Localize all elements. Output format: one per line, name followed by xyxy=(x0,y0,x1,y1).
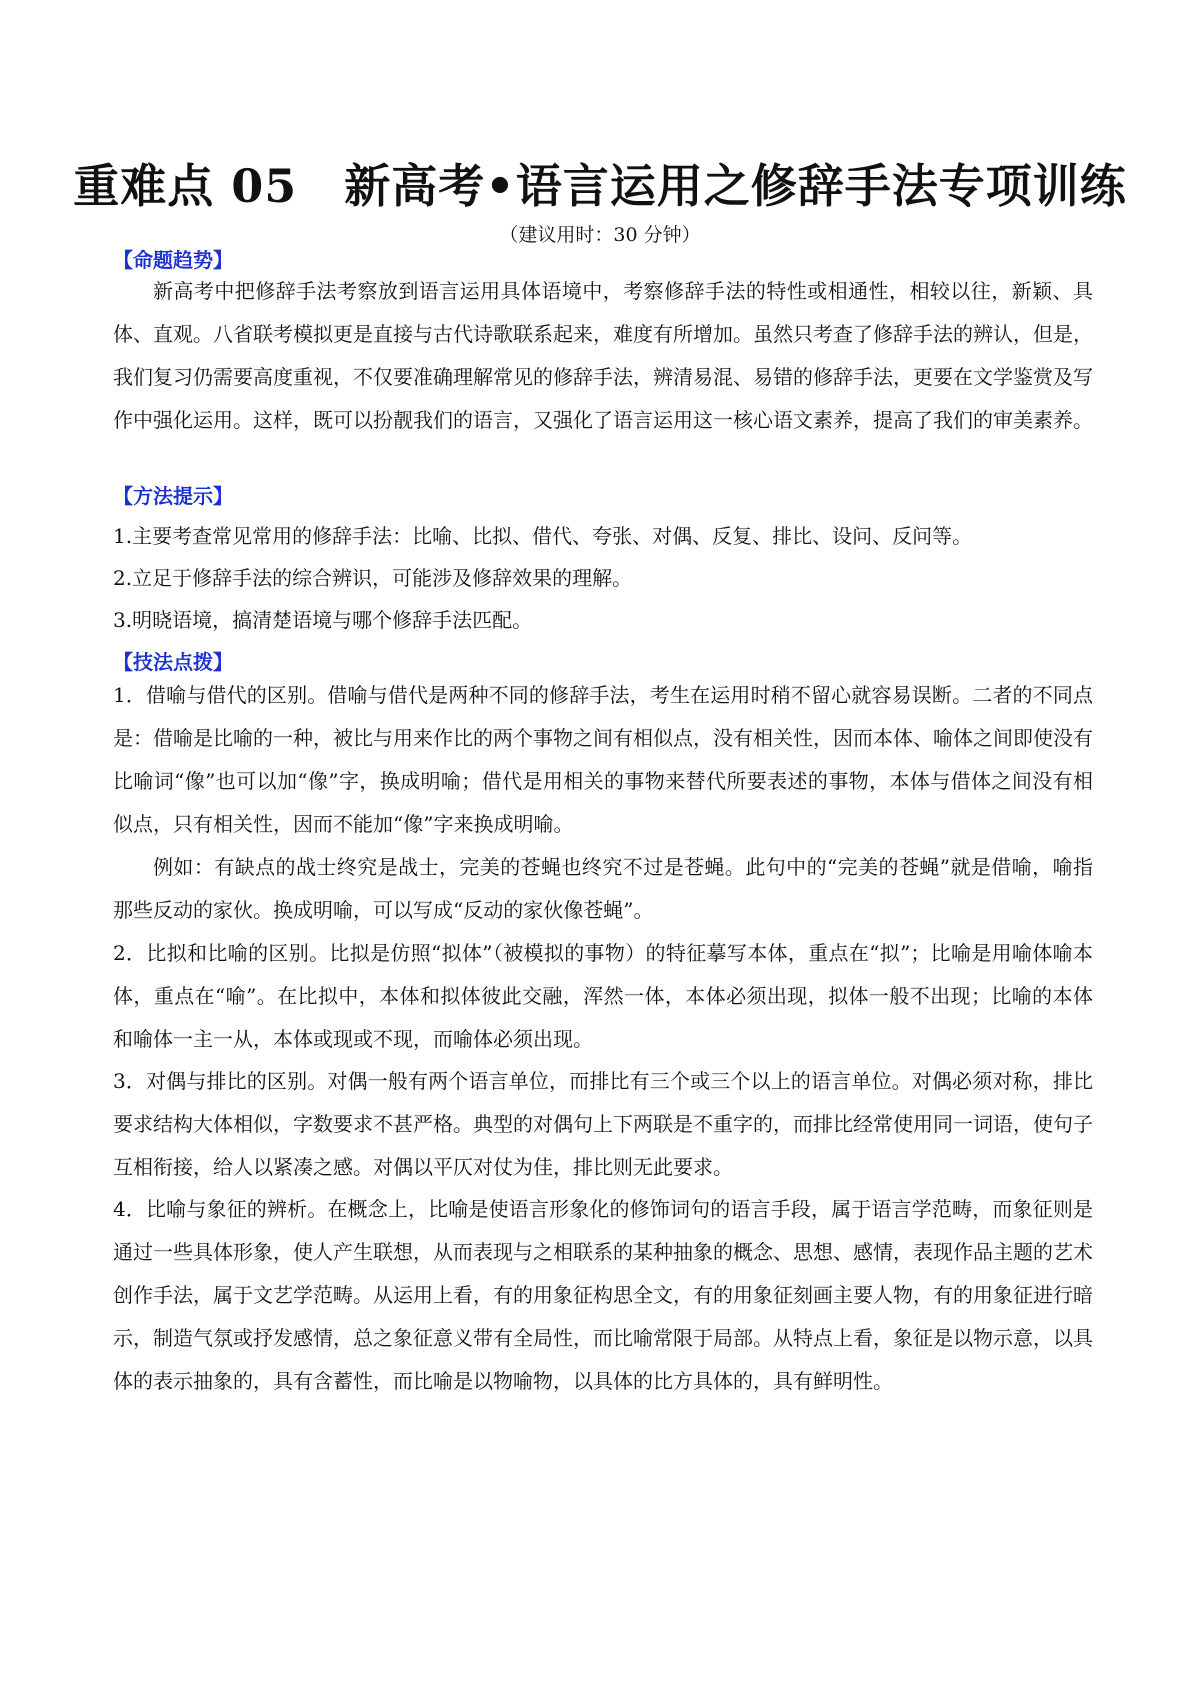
method-item-2: 2.立足于修辞手法的综合辨识，可能涉及修辞效果的理解。 xyxy=(113,566,633,590)
method-item-3: 3.明晓语境，搞清楚语境与哪个修辞手法匹配。 xyxy=(113,608,533,632)
document-title: 重难点 05 新高考•语言运用之修辞手法专项训练 xyxy=(73,159,1127,213)
suggested-time: （建议用时：30 分钟） xyxy=(499,224,701,246)
trend-paragraph: 新高考中把修辞手法考察放到语言运用具体语境中，考察修辞手法的特性或相通性，相较以往，新颖、具体、直观。八省联考模拟更是直接与古代诗歌联系起来，难度有所增加。虽然只考查了修辞手法的辨认，但是，我们复习仍需要高度重视，不仅要准确理解常见的修辞手法，辨清易混、易错的修辞手法，更要在文学鉴赏及写作中强化运用。这样，既可以扮靓我们的语言，又强化了语言运用这一核心语文素养，提高了我们的审美素养。 xyxy=(113,279,1093,432)
tips-example: 例如：有缺点的战士终究是战士，完美的苍蝇也终究不过是苍蝇。此句中的“完美的苍蝇”就是借喻，喻指那些反动的家伙。换成明喻，可以写成“反动的家伙像苍蝇”。 xyxy=(113,855,1093,922)
section-heading-tips: 【技法点拨】 xyxy=(113,650,233,674)
section-heading-trend: 【命题趋势】 xyxy=(113,248,233,272)
tips-paragraph-2: 2．比拟和比喻的区别。比拟是仿照“拟体”（被模拟的事物）的特征摹写本体，重点在“拟”；比喻是用喻体喻本体，重点在“喻”。在比拟中，本体和拟体彼此交融，浑然一体，本体必须出现，拟体一般不出现；比喻的本体和喻体一主一从，本体或现或不现，而喻体必须出现。 xyxy=(113,941,1093,1051)
section-heading-method: 【方法提示】 xyxy=(113,484,233,508)
tips-paragraph-3: 3．对偶与排比的区别。对偶一般有两个语言单位，而排比有三个或三个以上的语言单位。对偶必须对称，排比要求结构大体相似，字数要求不甚严格。典型的对偶句上下两联是不重字的，而排比经常使用同一词语，使句子互相衔接，给人以紧凑之感。对偶以平仄对仗为佳，排比则无此要求。 xyxy=(113,1069,1093,1179)
tips-paragraph-4: 4．比喻与象征的辨析。在概念上，比喻是使语言形象化的修饰词句的语言手段，属于语言学范畴，而象征则是通过一些具体形象，使人产生联想，从而表现与之相联系的某种抽象的概念、思想、感情，表现作品主题的艺术创作手法，属于文艺学范畴。从运用上看，有的用象征构思全文，有的用象征刻画主要人物，有的用象征进行暗示，制造气氛或抒发感情，总之象征意义带有全局性，而比喻常限于局部。从特点上看，象征是以物示意，以具体的表示抽象的，具有含蓄性，而比喻是以物喻物，以具体的比方具体的，具有鲜明性。 xyxy=(113,1197,1093,1393)
tips-paragraph-1: 1．借喻与借代的区别。借喻与借代是两种不同的修辞手法，考生在运用时稍不留心就容易误断。二者的不同点是：借喻是比喻的一种，被比与用来作比的两个事物之间有相似点，没有相关性，因而本体、喻体之间即使没有比喻词“像”也可以加“像”字，换成明喻；借代是用相关的事物来替代所要表述的事物，本体与借体之间没有相似点，只有相关性，因而不能加“像”字来换成明喻。 xyxy=(113,683,1093,836)
method-item-1: 1.主要考查常见常用的修辞手法：比喻、比拟、借代、夸张、对偶、反复、排比、设问、反问等。 xyxy=(113,524,973,548)
